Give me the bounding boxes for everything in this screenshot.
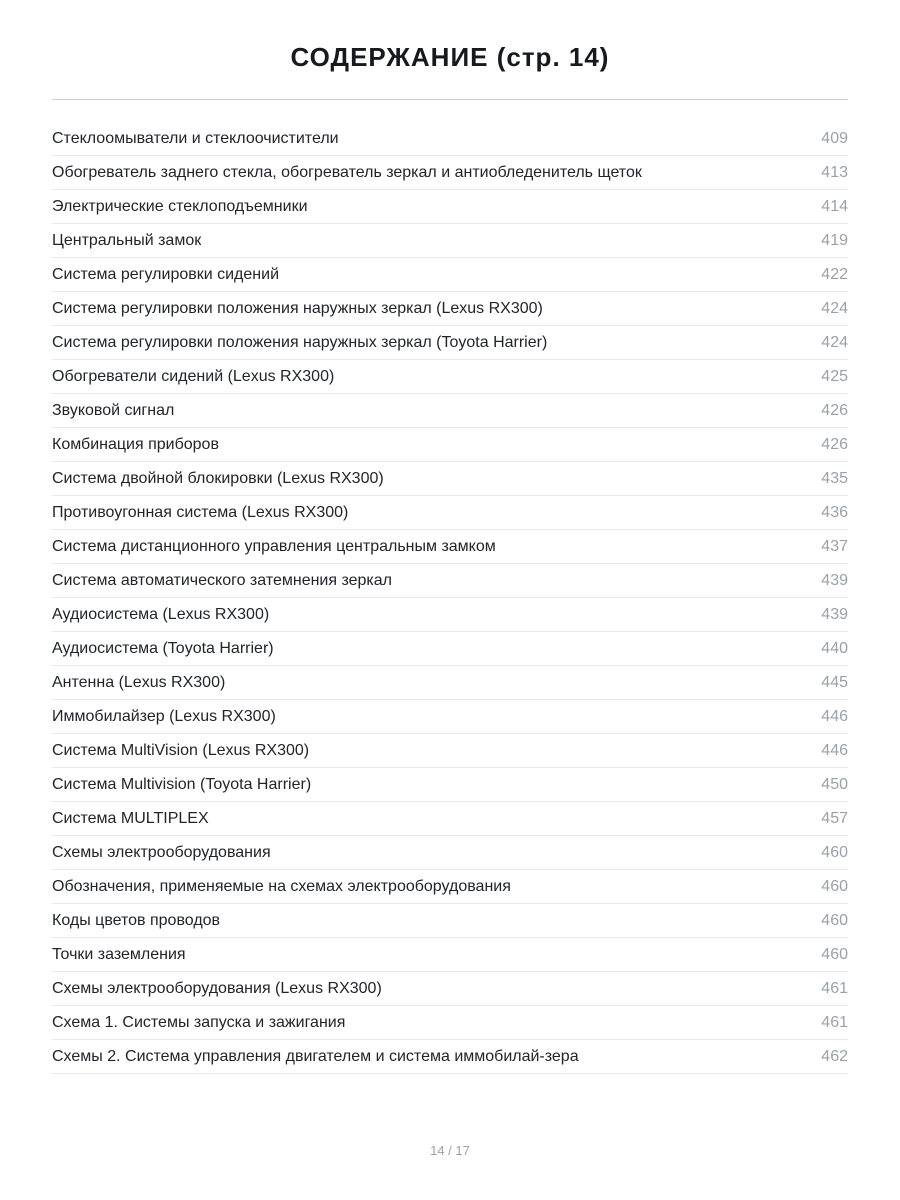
toc-entry-page: 439 [821,605,848,623]
toc-entry-page: 460 [821,843,848,861]
toc-entry-row [52,258,848,292]
toc-entry-row [52,700,848,734]
toc-entry-row [52,156,848,190]
toc-entry-row [52,564,848,598]
toc-entry-page: 424 [821,299,848,317]
toc-entry-page: 426 [821,401,848,419]
toc-entry-page: 460 [821,911,848,929]
toc-entry-page: 450 [821,775,848,793]
toc-entry-page: 461 [821,979,848,997]
toc-entry-title: Точки заземления [52,946,186,963]
toc-entry-title: Система регулировки положения наружных зеркал (Toyota Harrier) [52,334,548,351]
toc-entry-page: 425 [821,367,848,385]
toc-entry-row [52,530,848,564]
toc-entry-title: Коды цветов проводов [52,912,221,929]
toc-entry-row [52,292,848,326]
toc-entry-title: Система MULTIPLEX [52,810,209,827]
toc-entry-page: 426 [821,435,848,453]
toc-entry-row [52,394,848,428]
toc-entry-page: 437 [821,537,848,555]
toc-entry-row [52,428,848,462]
toc-entry-title: Система регулировки сидений [52,266,279,283]
toc-entry-page: 424 [821,333,848,351]
toc-entry-row [52,190,848,224]
toc-entry-row [52,224,848,258]
toc-entry-row [52,836,848,870]
toc-entry-title: Схемы электрооборудования (Lexus RX300) [52,980,382,997]
toc-entry-title: Электрические стеклоподъемники [52,198,308,215]
toc-entry-page: 413 [821,163,848,181]
toc-entry-page: 419 [821,231,848,249]
toc-entry-page: 440 [821,639,848,657]
toc-entry-page: 436 [821,503,848,521]
toc-entry-title: Обогреватель заднего стекла, обогреватель зеркал и антиобледенитель щеток [52,164,642,181]
toc-entry-title: Обогреватели сидений (Lexus RX300) [52,368,335,385]
toc-entry-page: 460 [821,877,848,895]
toc-entry-title: Обозначения, применяемые на схемах электрооборудования [52,878,511,895]
title-divider [52,99,848,100]
toc-entry-title: Стеклоомыватели и стеклоочистители [52,130,339,147]
toc-entry-page: 414 [821,197,848,215]
toc-entry-row [52,496,848,530]
toc-entry-page: 409 [821,129,848,147]
toc-entry-title: Система регулировки положения наружных зеркал (Lexus RX300) [52,300,543,317]
toc-entry-title: Система MultiVision (Lexus RX300) [52,742,310,759]
toc-entry-row [52,1006,848,1040]
toc-entry-row [52,360,848,394]
page-number-indicator: 14 / 17 [430,1143,470,1158]
toc-entry-page: 422 [821,265,848,283]
toc-entry-row [52,598,848,632]
toc-entry-page: 445 [821,673,848,691]
toc-entry-title: Система Multivision (Toyota Harrier) [52,776,312,793]
toc-entry-title: Центральный замок [52,232,202,249]
toc-entry-page: 446 [821,741,848,759]
toc-entry-title: Система двойной блокировки (Lexus RX300) [52,470,384,487]
toc-entry-page: 439 [821,571,848,589]
toc-entry-row [52,768,848,802]
toc-entry-page: 446 [821,707,848,725]
toc-entry-page: 462 [821,1047,848,1065]
toc-entry-row [52,326,848,360]
toc-entry-row [52,972,848,1006]
toc-entry-row [52,1040,848,1074]
toc-entry-row [52,802,848,836]
toc-entry-row [52,122,848,156]
toc-entry-title: Система автоматического затемнения зеркал [52,572,393,589]
toc-list [52,122,848,1074]
page-title: СОДЕРЖАНИЕ (стр. 14) [290,42,610,72]
toc-entry-page: 460 [821,945,848,963]
toc-entry-row [52,462,848,496]
toc-entry-title: Антенна (Lexus RX300) [52,674,226,691]
toc-entry-title: Аудиосистема (Lexus RX300) [52,606,270,623]
toc-entry-row [52,904,848,938]
toc-entry-title: Иммобилайзер (Lexus RX300) [52,708,276,725]
toc-entry-title: Противоугонная система (Lexus RX300) [52,504,349,521]
toc-entry-title: Аудиосистема (Toyota Harrier) [52,640,274,657]
toc-entry-title: Комбинация приборов [52,436,219,453]
toc-entry-title: Схемы электрооборудования [52,844,271,861]
toc-entry-row [52,938,848,972]
toc-entry-page: 435 [821,469,848,487]
toc-entry-page: 457 [821,809,848,827]
toc-entry-page: 461 [821,1013,848,1031]
toc-entry-title: Схема 1. Системы запуска и зажигания [52,1014,346,1031]
toc-entry-title: Звуковой сигнал [52,402,175,419]
toc-entry-title: Система дистанционного управления центральным замком [52,538,496,555]
toc-entry-row [52,632,848,666]
toc-entry-row [52,734,848,768]
toc-entry-row [52,870,848,904]
toc-entry-title: Схемы 2. Система управления двигателем и система иммобилай-зера [52,1048,579,1065]
toc-entry-row [52,666,848,700]
